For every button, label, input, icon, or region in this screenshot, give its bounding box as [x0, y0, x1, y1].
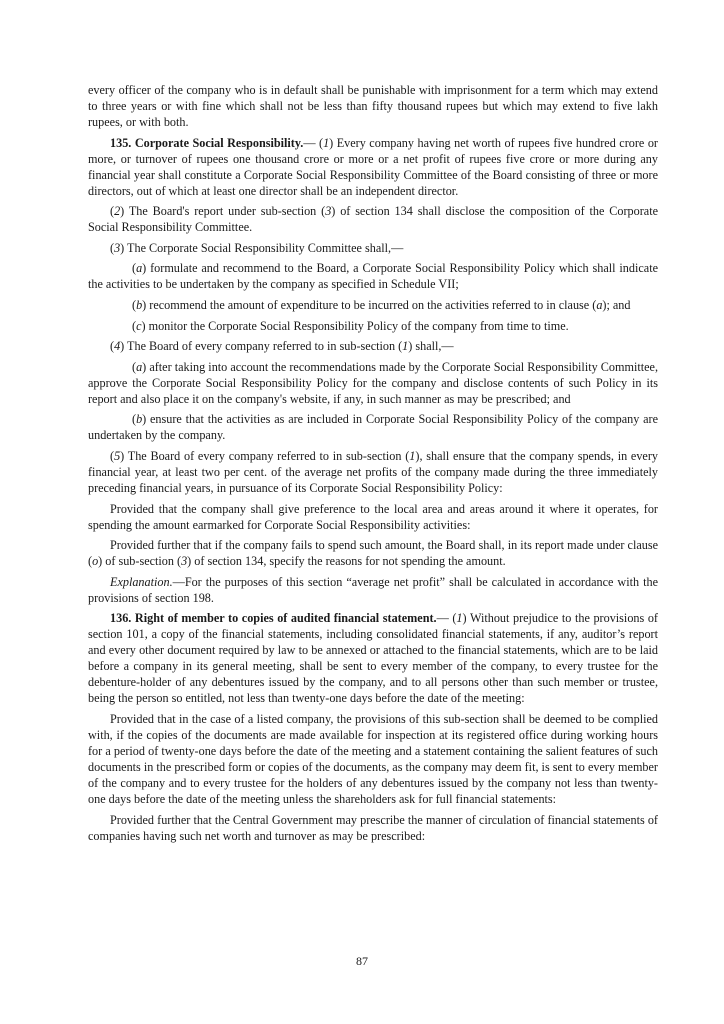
paragraph — [88, 812, 658, 844]
text-run: ) recommend the amount of expenditure to be incurred on the activities referred to in clause ( — [142, 297, 597, 312]
italic-text: c — [136, 318, 142, 333]
text-run: Provided further that the Central Government may prescribe the manner of circulation of financial statements of companies having such net worth and turnover as may be prescribed: — [88, 812, 658, 843]
paragraph — [88, 338, 658, 354]
paragraph — [88, 359, 658, 407]
text-run: ) ensure that the activities as are included in Corporate Social Responsibility Policy of the company are undertaken by the company. — [88, 412, 658, 443]
text-run: — ( — [436, 611, 457, 626]
text-run: ), shall ensure that the company spends, in every financial year, at least two per cent. of the average net profits of the company made during the three immediately preceding financial years, in pursuance of its Corporate Social Responsibility Policy: — [88, 448, 658, 495]
text-run: ( — [110, 339, 115, 354]
paragraph — [88, 610, 658, 706]
italic-text: 1 — [409, 448, 416, 463]
text-run: ) The Board of every company referred to in sub-section ( — [120, 339, 403, 354]
paragraph — [88, 297, 658, 313]
text-run: ) formulate and recommend to the Board, a Corporate Social Responsibility Policy which shall indicate the activities to be undertaken by the company as specified in Schedule VII; — [88, 261, 658, 292]
text-run: ( — [132, 412, 137, 427]
text-run: Provided that the company shall give preference to the local area and areas around it where it operates, for spending the amount earmarked for Corporate Social Responsibility activities: — [88, 501, 658, 532]
text-run: ( — [132, 318, 137, 333]
text-run: ( — [110, 448, 115, 463]
paragraph — [88, 240, 658, 256]
italic-text: a — [596, 297, 603, 312]
text-run: ( — [132, 297, 137, 312]
italic-text: 4 — [114, 339, 121, 354]
text-run: ( — [132, 359, 137, 374]
text-run: ) Without prejudice to the provisions of section 101, a copy of the financial statements, including consolidated financial statements, if any, auditor’s report and every other document required by law to be annexed or attached to the financial statements, which are to be laid before a company in its general meeting, shall be sent to every member of the company, to every trustee for the debenture-holder of any debentures issued by the company, and to all persons other than such member or trustee, being the person so entitled, not less than twenty-one days before the date of the meeting: — [88, 611, 658, 706]
text-run: ); and — [602, 297, 631, 312]
paragraph — [88, 135, 658, 199]
italic-text: 1 — [402, 339, 409, 354]
text-run: Provided that in the case of a listed company, the provisions of this sub-section shall be deemed to be complied with, if the copies of the documents are made available for inspection at its registered office during working hours for a period of twenty-one days before the date of the meeting and a statement containing the salient features of such documents in the prescribed form or copies of the documents, as the company may deem fit, is sent to every member of the company and to every trustee for the holders of any debentures issued by the company not less than twenty-one days before the date of the meeting unless the shareholders ask for full financial statements: — [88, 711, 658, 806]
italic-text: 1 — [323, 135, 330, 150]
italic-text: b — [136, 412, 143, 427]
italic-text: Explanation. — [110, 574, 173, 589]
page-number: 87 — [356, 954, 368, 968]
text-run: ) The Board's report under sub-section ( — [120, 204, 326, 219]
text-run: ) of sub-section ( — [98, 554, 182, 569]
italic-text: 3 — [181, 554, 188, 569]
text-run: ) The Board of every company referred to in sub-section ( — [120, 448, 410, 463]
text-run: ( — [110, 240, 115, 255]
paragraph — [88, 318, 658, 334]
text-run: ) of section 134 shall disclose the composition of the Corporate Social Responsibility Committee. — [88, 204, 658, 235]
italic-text: o — [92, 554, 99, 569]
italic-text: 2 — [114, 204, 121, 219]
text-run: ) after taking into account the recommendations made by the Corporate Social Responsibility Committee, approve the Corporate Social Responsibility Policy for the company and disclose contents of such Policy in its report and also place it on the company's website, if any, in such manner as may be prescribed; and — [88, 359, 658, 406]
italic-text: a — [136, 261, 143, 276]
paragraph — [88, 411, 658, 443]
text-run: ) monitor the Corporate Social Responsibility Policy of the company from time to time. — [141, 318, 569, 333]
italic-text: a — [136, 359, 143, 374]
italic-text: b — [136, 297, 143, 312]
text-run: ( — [110, 204, 115, 219]
paragraph — [88, 574, 658, 606]
text-run: ) Every company having net worth of rupees five hundred crore or more, or turnover of rupees one thousand crore or more or a net profit of rupees five crore or more during any financial year shall constitute a Corporate Social Responsibility Committee of the Board consisting of three or more directors, out of which at least one director shall be an independent director. — [88, 135, 658, 198]
section-heading: 136. Right of member to copies of audited financial statement. — [110, 611, 437, 626]
text-run: Provided further that if the company fails to spend such amount, the Board shall, in its report made under clause ( — [88, 538, 658, 569]
text-run: ) shall,— — [408, 339, 454, 354]
text-run: every officer of the company who is in default shall be punishable with imprisonment for a term which may extend to three years or with fine which shall not be less than fifty thousand rupees but which may extend to five lakh rupees, or with both. — [88, 83, 658, 129]
paragraph — [88, 448, 658, 496]
text-run: — ( — [303, 135, 324, 150]
italic-text: 3 — [325, 204, 332, 219]
paragraph — [88, 260, 658, 292]
section-heading: 135. Corporate Social Responsibility. — [110, 135, 304, 150]
paragraph — [88, 537, 658, 569]
document-body — [88, 82, 658, 848]
italic-text: 5 — [114, 448, 121, 463]
text-run: ) of section 134, specify the reasons for not spending the amount. — [187, 554, 506, 569]
text-run: ) The Corporate Social Responsibility Committee shall,— — [120, 240, 404, 255]
text-run: —For the purposes of this section “average net profit” shall be calculated in accordance with the provisions of section 198. — [88, 574, 658, 605]
italic-text: 3 — [114, 240, 121, 255]
paragraph — [88, 82, 658, 130]
paragraph — [88, 203, 658, 235]
paragraph — [88, 501, 658, 533]
text-run: ( — [132, 261, 137, 276]
paragraph — [88, 711, 658, 807]
italic-text: 1 — [456, 611, 463, 626]
